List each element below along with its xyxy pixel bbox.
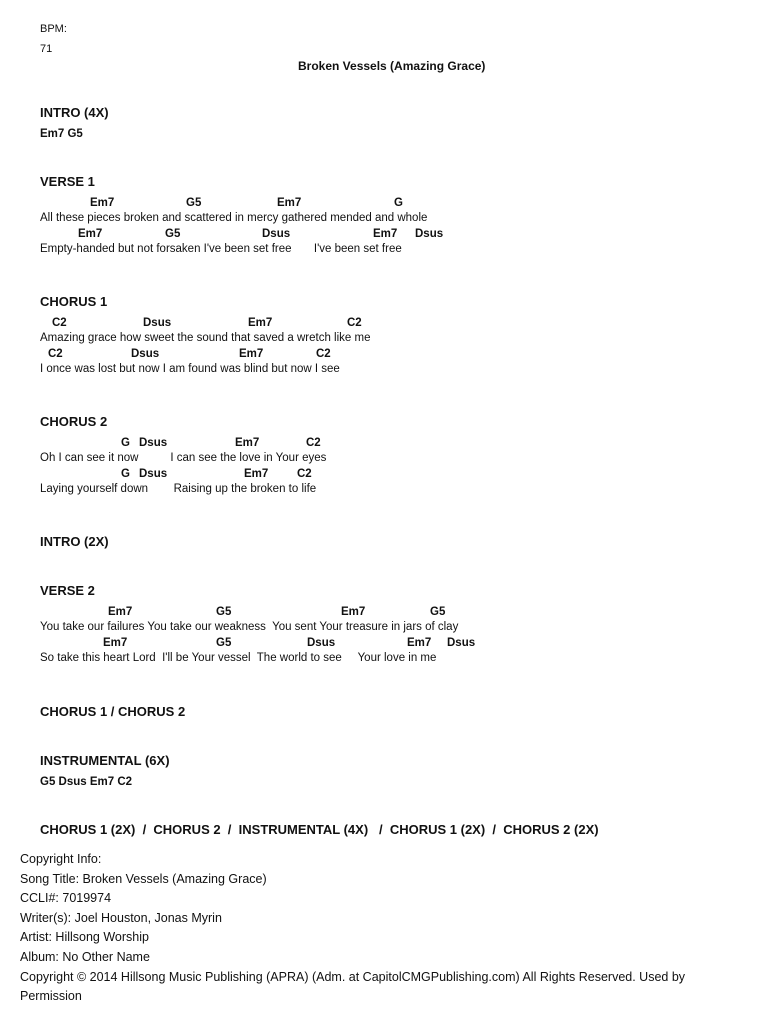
chord: Em7 xyxy=(407,637,432,649)
chord: Dsus xyxy=(139,437,168,449)
chord: G5 xyxy=(430,606,446,618)
copyright-notice: Copyright © 2014 Hillsong Music Publishing (APRA) (Adm. at CapitolCMGPublishing.com) All Rights Reserved. Used by xyxy=(20,969,686,984)
chord: G5 xyxy=(216,637,232,649)
copyright-song-title: Song Title: Broken Vessels (Amazing Grace) xyxy=(20,871,267,886)
chorus1-lyric-1: Amazing grace how sweet the sound that saved a wretch like me xyxy=(40,332,371,344)
chord: Em7 xyxy=(235,437,260,449)
verse1-lyric-2: Empty-handed but not forsaken I've been set free I've been set free xyxy=(40,243,402,255)
chord: Em7 xyxy=(244,468,269,480)
chord: G xyxy=(394,197,403,209)
chorus2-lyric-2: Laying yourself down Raising up the broken to life xyxy=(40,483,317,495)
copyright-ccli: CCLI#: 7019974 xyxy=(20,891,112,906)
chord: Dsus xyxy=(143,317,172,329)
chorus1-lyric-2: I once was lost but now I am found was blind but now I see xyxy=(40,363,340,375)
instrumental-chords: G5 Dsus Em7 C2 xyxy=(40,776,133,788)
verse2-heading: VERSE 2 xyxy=(40,583,95,598)
chord: G xyxy=(121,437,130,449)
chord: Em7 xyxy=(90,197,115,209)
chord: Em7 xyxy=(108,606,133,618)
chord: C2 xyxy=(306,437,321,449)
chord: Em7 xyxy=(373,228,398,240)
chord: G5 xyxy=(165,228,181,240)
chord: Dsus xyxy=(131,348,160,360)
chord: G5 xyxy=(216,606,232,618)
chorus2-lyric-1: Oh I can see it now I can see the love in Your eyes xyxy=(40,452,327,464)
chord: Em7 xyxy=(239,348,264,360)
chord: Dsus xyxy=(307,637,336,649)
chorus2-heading: CHORUS 2 xyxy=(40,414,108,429)
chord: C2 xyxy=(316,348,331,360)
verse2-lyric-2: So take this heart Lord I'll be Your vessel The world to see Your love in me xyxy=(40,652,437,664)
chord: Dsus xyxy=(139,468,168,480)
copyright-block xyxy=(20,850,750,1007)
intro-heading: INTRO (4X) xyxy=(40,105,109,120)
chorus-combo-heading: CHORUS 1 / CHORUS 2 xyxy=(40,704,186,719)
verse2-lyric-1: You take our failures You take our weakness You sent Your treasure in jars of clay xyxy=(40,621,459,633)
bpm-label: BPM: xyxy=(40,23,67,35)
chord: Em7 xyxy=(78,228,103,240)
chord: G5 xyxy=(186,197,202,209)
copyright-artist: Artist: Hillsong Worship xyxy=(20,930,149,945)
chord: Em7 xyxy=(341,606,366,618)
chord: Em7 xyxy=(277,197,302,209)
intro2-heading: INTRO (2X) xyxy=(40,534,109,549)
chord: Dsus xyxy=(262,228,291,240)
chord: Em7 xyxy=(103,637,128,649)
chord: Dsus xyxy=(447,637,476,649)
copyright-writers: Writer(s): Joel Houston, Jonas Myrin xyxy=(20,910,222,925)
song-title: Broken Vessels (Amazing Grace) xyxy=(298,59,486,73)
copyright-info-label: Copyright Info: xyxy=(20,852,102,866)
verse1-lyric-1: All these pieces broken and scattered in mercy gathered mended and whole xyxy=(40,212,428,224)
bpm-value: 71 xyxy=(40,43,53,55)
verse1-heading: VERSE 1 xyxy=(40,174,95,189)
chord: C2 xyxy=(297,468,312,480)
instrumental-heading: INSTRUMENTAL (6X) xyxy=(40,753,170,768)
chord: Dsus xyxy=(415,228,444,240)
outro-sequence: CHORUS 1 (2X) / CHORUS 2 / INSTRUMENTAL (4X) / CHORUS 1 (2X) / CHORUS 2 (2X) xyxy=(40,822,599,837)
copyright-album: Album: No Other Name xyxy=(20,949,150,964)
chord: C2 xyxy=(347,317,362,329)
chord: C2 xyxy=(52,317,67,329)
intro-chords: Em7 G5 xyxy=(40,128,83,140)
chord: G xyxy=(121,468,130,480)
chord: Em7 xyxy=(248,317,273,329)
chord: C2 xyxy=(48,348,63,360)
chorus1-heading: CHORUS 1 xyxy=(40,294,108,309)
copyright-notice-cont: Permission xyxy=(20,989,82,1004)
